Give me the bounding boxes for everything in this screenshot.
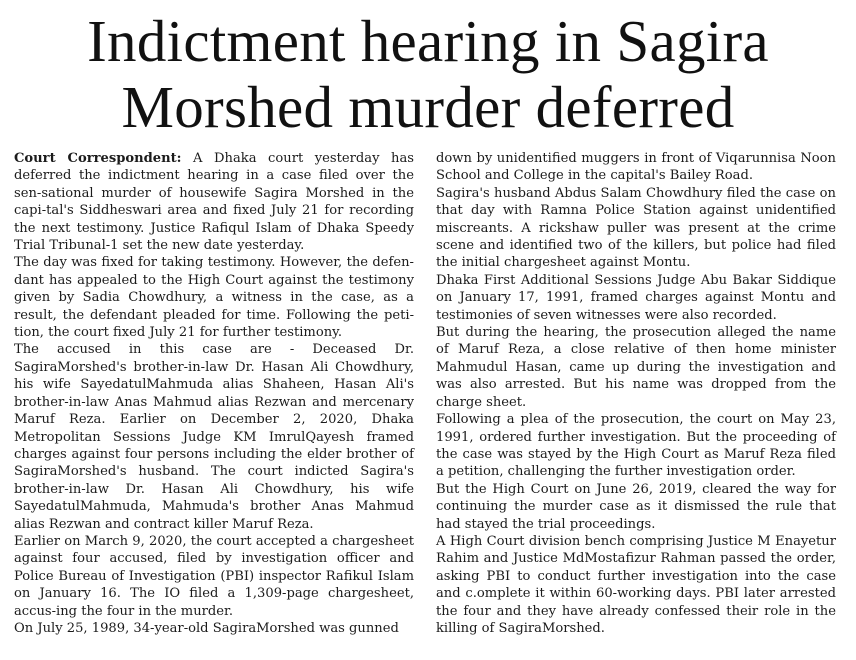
- article-paragraph: The accused in this case are - Deceased Dr. SagiraMorshed's brother-in-law Dr. Hasan Ali Chowdhury, his wife SayedatulMahmuda alias Shaheen, Hasan Ali's brother-in-law Anas Mahmud alias Rezwan and mercenary Maruf Reza. Earlier on December 2, 2020, Dhaka Metropolitan Sessions Judge KM ImrulQayesh framed charges against four persons including the elder brother of SagiraMorshed's husband. The court indicted Sagira's brother-in-law Dr. Hasan Ali Chowdhury, his wife SayedatulMahmuda, Mahmuda's brother Anas Mahmud alias Rezwan and contract killer Maruf Reza.: [14, 342, 414, 532]
- headline: [0, 8, 856, 140]
- article-column-left: [14, 150, 414, 637]
- article-column-right: [436, 150, 836, 637]
- article-paragraph: Following a plea of the prosecution, the court on May 23, 1991, ordered further investigation. But the proceeding of the case was stayed by the High Court as Maruf Reza filed a petition, challenging the further investigation order.: [436, 412, 836, 480]
- article-paragraph: down by unidentified muggers in front of Viqarunnisa Noon School and College in the capital's Bailey Road.: [436, 151, 836, 184]
- article-paragraph: But during the hearing, the prosecution alleged the name of Maruf Reza, a close relative of then home minister Mahmudul Hasan, came up during the investigation and was also arrested. But his name was dropped from the charge sheet.: [436, 325, 836, 410]
- article-paragraph: On July 25, 1989, 34-year-old SagiraMorshed was gunned: [14, 620, 399, 636]
- article-paragraph: Earlier on March 9, 2020, the court accepted a chargesheet against four accused, filed by investigation officer and Police Bureau of Investigation (PBI) inspector Rafikul Islam on January 16. The IO filed a 1,309-page chargesheet, accus-ing the four in the murder.: [14, 533, 414, 619]
- article-paragraph: Sagira's husband Abdus Salam Chowdhury filed the case on that day with Ramna Police Station against unidentified miscreants. A rickshaw puller was present at the crime scene and identified two of the killers, but police had filed the initial chargesheet against Montu.: [436, 185, 836, 271]
- article-paragraph: Dhaka First Additional Sessions Judge Abu Bakar Siddique on January 17, 1991, framed charges against Montu and testimonies of seven witnesses were also recorded.: [436, 272, 836, 323]
- article-paragraph: But the High Court on June 26, 2019, cleared the way for continuing the murder case as it dismissed the rule that had stayed the trial proceedings.: [436, 481, 836, 532]
- lead-text: A Dhaka court yesterday has deferred the indictment hearing in a case filed over the sen-sational murder of housewife Sagira Morshed in the capi-tal's Siddheswari area and fixed July 21 for recording the next testimony. Justice Rafiqul Islam of Dhaka Speedy Trial Tribunal-1 set the new date yesterday.: [14, 151, 414, 254]
- byline: Court Correspondent:: [14, 151, 182, 166]
- headline-line-1: Indictment hearing in Sagira: [87, 8, 769, 74]
- headline-line-2: Morshed murder deferred: [121, 74, 735, 140]
- article-paragraph: [14, 150, 414, 254]
- article-paragraph: The day was fixed for taking testimony. However, the defen-dant has appealed to the High Court against the testimony given by Sadia Chowdhury, a witness in the case, as a result, the defendant pleaded for time. Following the peti-tion, the court fixed July 21 for further testimony.: [14, 255, 414, 341]
- article-paragraph: A High Court division bench comprising Justice M Enayetur Rahim and Justice MdMostafizur Rahman passed the order, asking PBI to conduct further investigation into the case and c.omplete it within 60-working days. PBI later arrested the four and they have already confessed their role in the killing of SagiraMorshed.: [436, 533, 836, 636]
